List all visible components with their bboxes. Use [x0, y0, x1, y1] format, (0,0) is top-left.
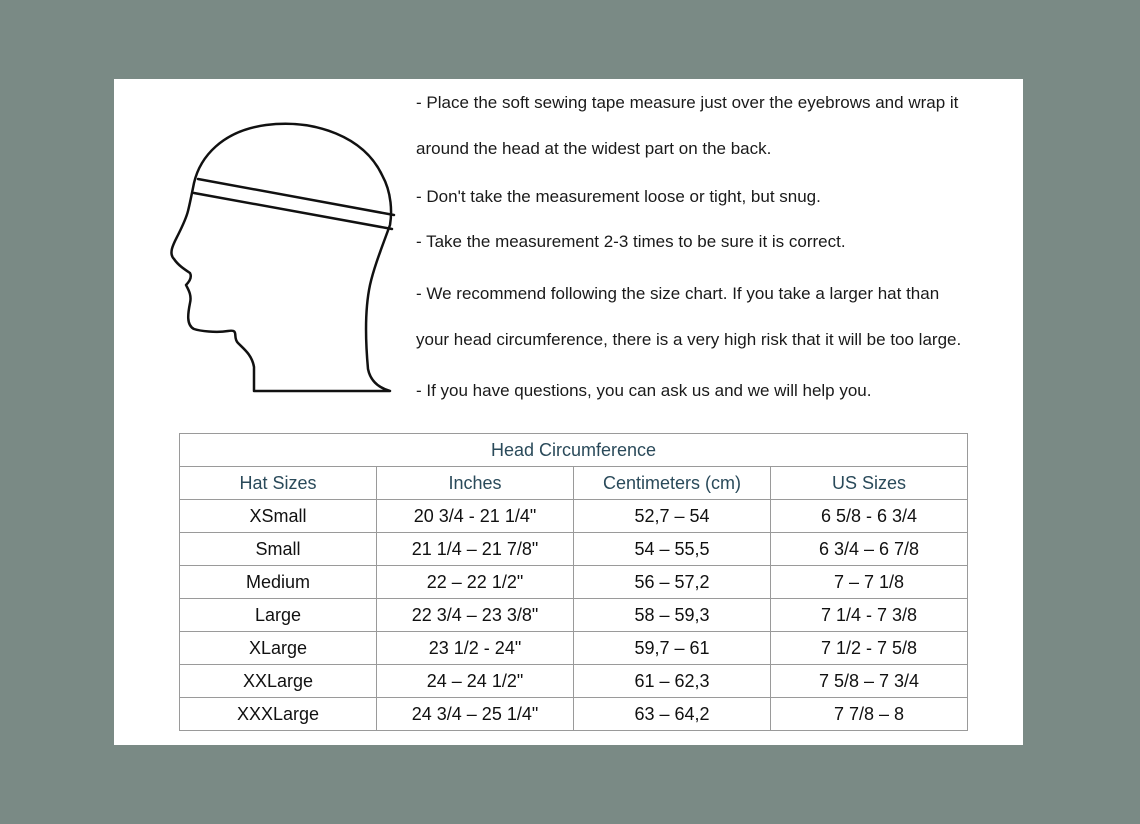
instruction-line: - We recommend following the size chart. If you take a larger hat than — [416, 284, 940, 303]
column-header: Hat Sizes — [180, 467, 377, 500]
column-header: Inches — [377, 467, 574, 500]
table-cell: 58 – 59,3 — [574, 599, 771, 632]
column-header: Centimeters (cm) — [574, 467, 771, 500]
table-cell: XSmall — [180, 500, 377, 533]
table-row — [180, 533, 968, 566]
table-cell: XXLarge — [180, 665, 377, 698]
table-cell: 24 3/4 – 25 1/4" — [377, 698, 574, 731]
table-cell: 54 – 55,5 — [574, 533, 771, 566]
instruction-line: - Take the measurement 2-3 times to be sure it is correct. — [416, 232, 846, 251]
instruction-line: - If you have questions, you can ask us and we will help you. — [416, 381, 872, 400]
table-cell: Medium — [180, 566, 377, 599]
table-cell: 23 1/2 - 24" — [377, 632, 574, 665]
head-measurement-illustration — [166, 117, 406, 397]
instruction-line: your head circumference, there is a very high risk that it will be too large. — [416, 330, 962, 349]
table-cell: 61 – 62,3 — [574, 665, 771, 698]
table-cell: 24 – 24 1/2" — [377, 665, 574, 698]
size-guide-card — [114, 79, 1023, 745]
table-cell: Large — [180, 599, 377, 632]
table-cell: Small — [180, 533, 377, 566]
table-row — [180, 599, 968, 632]
table-row — [180, 698, 968, 731]
table-cell: 7 7/8 – 8 — [771, 698, 968, 731]
table-cell: 6 3/4 – 6 7/8 — [771, 533, 968, 566]
instruction-line: - Place the soft sewing tape measure just over the eyebrows and wrap it — [416, 93, 959, 112]
instruction-line: - Don't take the measurement loose or tight, but snug. — [416, 187, 821, 206]
table-cell: XXXLarge — [180, 698, 377, 731]
table-cell: 59,7 – 61 — [574, 632, 771, 665]
table-cell: XLarge — [180, 632, 377, 665]
table-header-row — [180, 467, 968, 500]
table-cell: 7 5/8 – 7 3/4 — [771, 665, 968, 698]
table-row — [180, 566, 968, 599]
table-cell: 56 – 57,2 — [574, 566, 771, 599]
table-cell: 7 1/2 - 7 5/8 — [771, 632, 968, 665]
table-row — [180, 632, 968, 665]
table-cell: 22 3/4 – 23 3/8" — [377, 599, 574, 632]
instruction-line: around the head at the widest part on the back. — [416, 139, 772, 158]
table-cell: 21 1/4 – 21 7/8" — [377, 533, 574, 566]
column-header: US Sizes — [771, 467, 968, 500]
table-row — [180, 500, 968, 533]
table-cell: 22 – 22 1/2" — [377, 566, 574, 599]
size-chart-table — [179, 433, 968, 731]
table-cell: 52,7 – 54 — [574, 500, 771, 533]
table-cell: 7 1/4 - 7 3/8 — [771, 599, 968, 632]
table-row — [180, 665, 968, 698]
table-cell: 63 – 64,2 — [574, 698, 771, 731]
table-title: Head Circumference — [180, 434, 968, 467]
table-cell: 6 5/8 - 6 3/4 — [771, 500, 968, 533]
table-title-row — [180, 434, 968, 467]
table-cell: 7 – 7 1/8 — [771, 566, 968, 599]
table-cell: 20 3/4 - 21 1/4" — [377, 500, 574, 533]
